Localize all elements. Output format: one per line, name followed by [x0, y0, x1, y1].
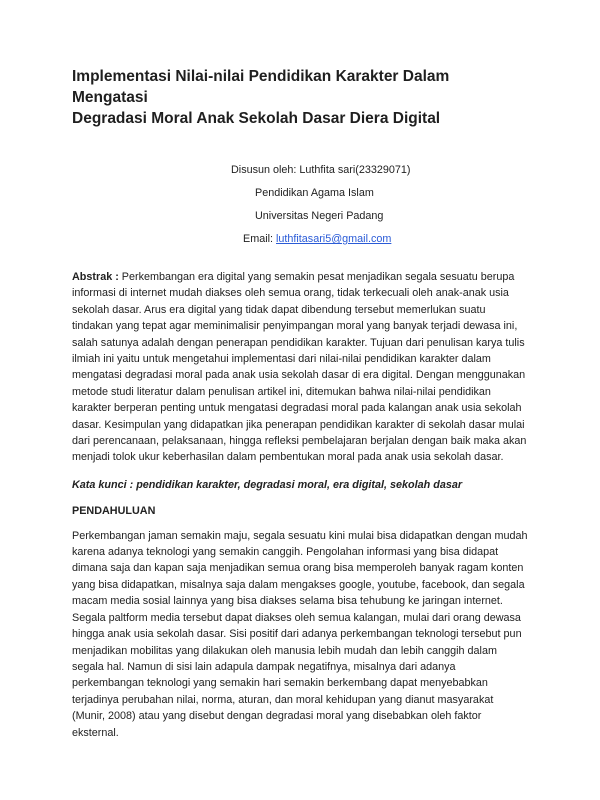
email-label: Email: — [243, 233, 276, 245]
email-line — [72, 228, 528, 251]
abstract-text: Perkembangan era digital yang semakin pesat menjadikan segala sesuatu berupa informasi di internet mudah diakses oleh semua orang, tidak terkecuali oleh anak-anak usia sekolah dasar. Arus era digital yang tidak dapat dibendung tersebut memerlukan suatu tindakan yang tepat agar meminimalisir penyimpangan moral yang banyak terjadi dewasa ini, salah satunya adalah dengan penerapan pendidikan karakter. Tujuan dari penulisan karya tulis ilmiah ini yaitu untuk mengetahui implementasi dari nilai-nilai pendidikan karakter dalam mengatasi degradasi moral pada anak usia sekolah dasar di era digital. Dengan menggunakan metode studi literatur dalam penulisan artikel ini, ditemukan bahwa nilai-nilai pendidikan karakter berperan penting untuk mengatasi degradasi moral pada kalangan anak usia sekolah dasar. Kesimpulan yang didapatkan jika penerapan pendidikan karakter di sekolah dasar mulai dari perencanaan, pelaksanaan, hingga refleksi pembelajaran berjalan dengan baik maka akan menjadi tolok ukur keberhasilan dalam pembentukan moral pada anak usia sekolah dasar. — [72, 271, 527, 464]
keywords-line: Kata kunci : pendidikan karakter, degradasi moral, era digital, sekolah dasar — [72, 478, 463, 491]
university-line: Universitas Negeri Padang — [255, 210, 384, 222]
abstract-paragraph — [72, 269, 528, 466]
section-heading-pendahuluan: PENDAHULUAN — [72, 504, 156, 517]
abstract-label: Abstrak : — [72, 271, 119, 283]
intro-paragraph: Perkembangan jaman semakin maju, segala sesuatu kini mulai bisa didapatkan dengan mudah karena adanya teknologi yang semakin canggih. Pengolahan informasi yang bisa didapat dimana saja dan kapan saja menjadikan semua orang bisa memperoleh banyak ragam konten yang bisa didapatkan, misalnya saja dalam mengakses google, youtube, facebook, dan segala macam media sosial lainnya yang bisa diakses selama bisa tehubung ke jaringan internet. Segala paltform media tersebut dapat diakses oleh semua kalangan, mulai dari orang dewasa hingga anak usia sekolah dasar. Sisi positif dari adanya perkembangan teknologi tersebut pun menjadikan mobilitas yang dilakukan oleh manusia lebih mudah dan lebih canggih dalam segala hal. Namun di sisi lain adapula dampak negatifnya, misalnya dari adanya perkembangan teknologi yang semakin hari semakin berkembang dapat menyebabkan terjadinya perubahan nilai, norma, aturan, dan moral kehidupan yang dianut masyarakat (Munir, 2008) atau yang disebut dengan degradasi moral yang disebabkan oleh faktor eksternal. — [72, 529, 528, 739]
department-line: Pendidikan Agama Islam — [255, 187, 374, 199]
email-link[interactable]: luthfitasari5@gmail.com — [276, 233, 392, 245]
paper-title — [72, 66, 528, 129]
author-block — [72, 159, 528, 251]
author-line: Disusun oleh: Luthfita sari(23329071) — [231, 164, 411, 176]
paper-title-line-1: Implementasi Nilai-nilai Pendidikan Karakter Dalam Mengatasi — [72, 68, 450, 106]
paper-title-line-2: Degradasi Moral Anak Sekolah Dasar Diera Digital — [72, 110, 441, 127]
